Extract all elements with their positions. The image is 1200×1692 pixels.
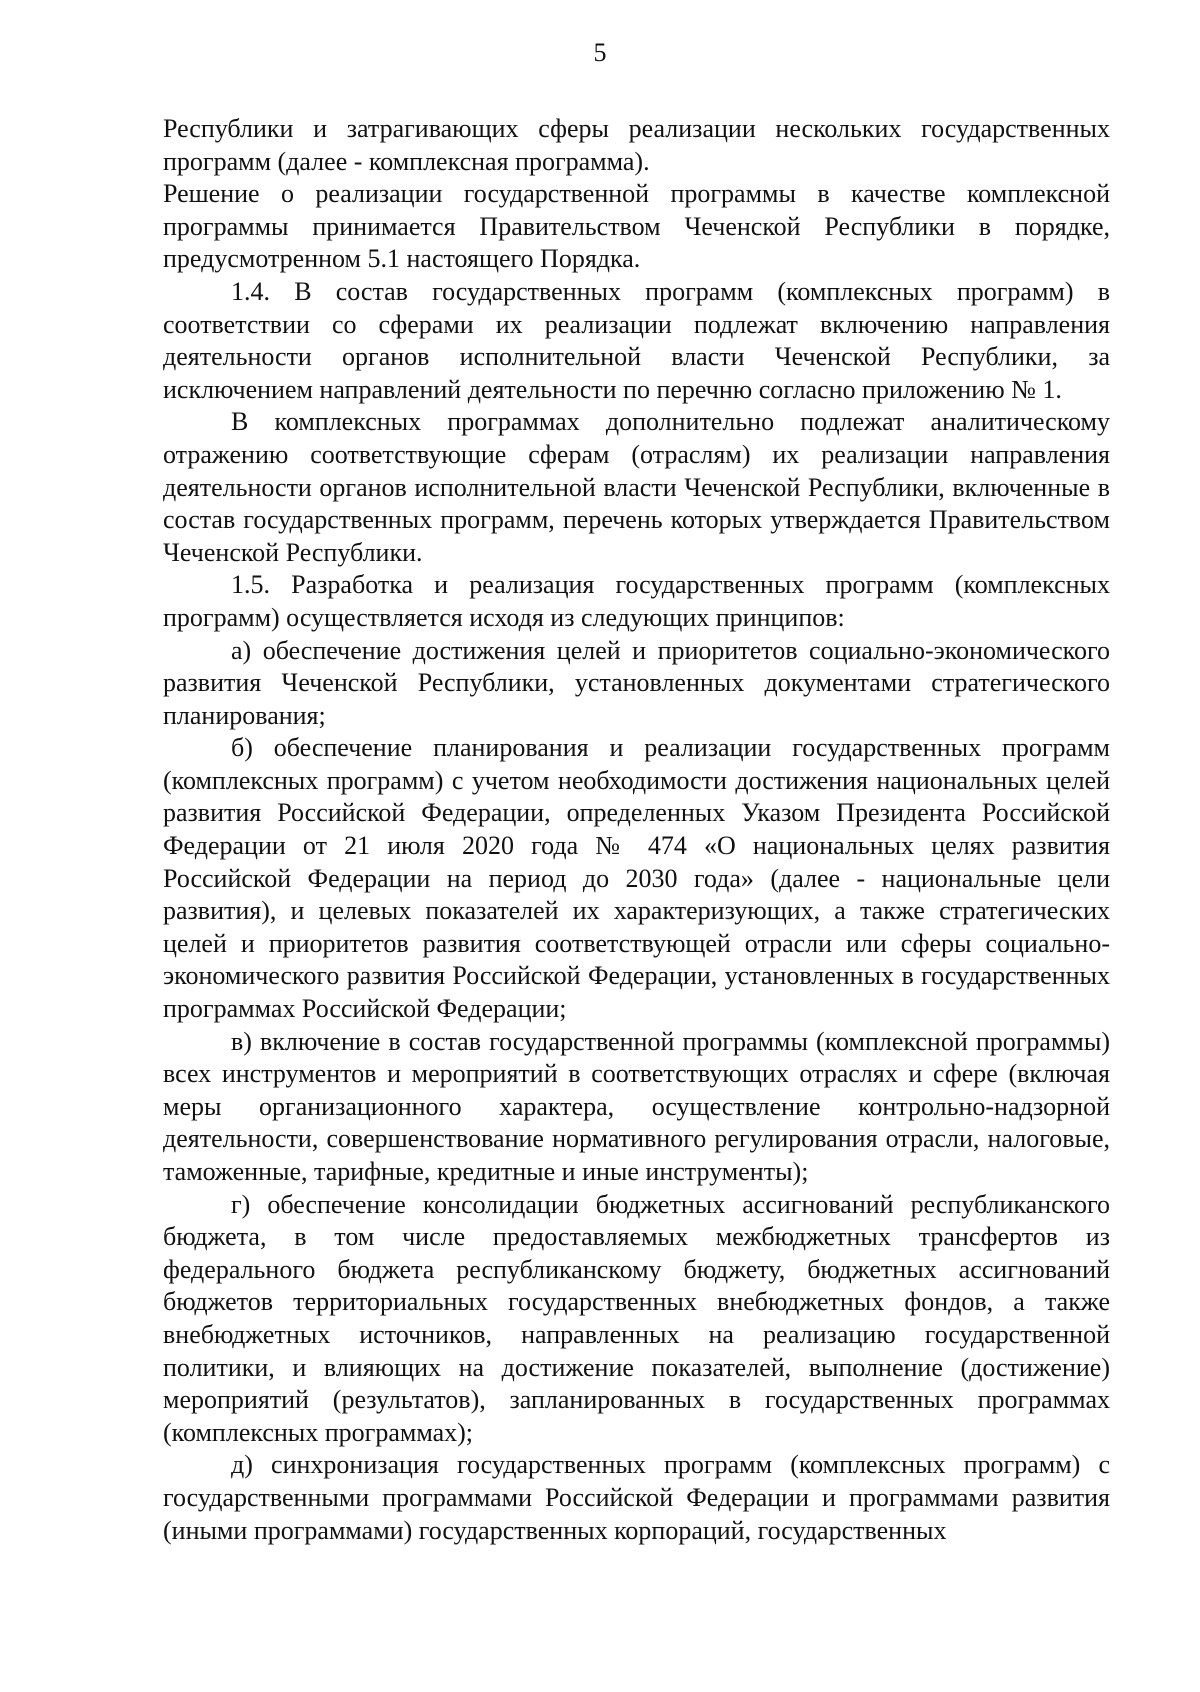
list-item-v: в) включение в состав государственной программы (комплексной программы) всех инструментов и мероприятий в соответствующих отраслях и сфере (включая меры организационного характера, осуществление контрольно-надзорной деятельности, совершенствование нормативного регулирования отрасли, налоговые, таможенные, тарифные, кредитные и иные инструменты); (163, 1026, 1110, 1186)
paragraph-complex-programs: В комплексных программах дополнительно подлежат аналитическому отражению соответствующие сферам (отраслям) их реализации направления деятельности органов исполнительной власти Чеченской Республики, включенные в состав государственных программ, перечень которых утверждается Правительством Чеченской Республики. (163, 407, 1110, 567)
document-body (163, 113, 1110, 1547)
paragraph-1-5: 1.5. Разработка и реализация государственных программ (комплексных программ) осуществляется исходя из следующих принципов: (163, 570, 1110, 632)
paragraph-continuation: Республики и затрагивающих сферы реализации нескольких государственных программ (далее - комплексная программа). (163, 114, 1110, 176)
list-item-b: б) обеспечение планирования и реализации государственных программ (комплексных программ) с учетом необходимости достижения национальных целей развития Российской Федерации, определенных Указом Президента Российской Федерации от 21 июля 2020 года № 474 «О национальных целях развития Российской Федерации на период до 2030 года» (далее - национальные цели развития), и целевых показателей их характеризующих, а также стратегических целей и приоритетов развития соответствующей отрасли или сферы социально-экономического развития Российской Федерации, установленных в государственных программах Российской Федерации; (163, 733, 1110, 1024)
page-number: 5 (593, 38, 607, 67)
list-item-g: г) обеспечение консолидации бюджетных ассигнований республиканского бюджета, в том числе предоставляемых межбюджетных трансфертов из федерального бюджета республиканскому бюджету, бюджетных ассигнований бюджетов территориальных государственных внебюджетных фондов, а также внебюджетных источников, направленных на реализацию государственной политики, и влияющих на достижение показателей, выполнение (достижение) мероприятий (результатов), запланированных в государственных программах (комплексных программах); (163, 1189, 1110, 1447)
list-item-d: д) синхронизация государственных программ (комплексных программ) с государственными программами Российской Федерации и программами развития (иными программами) государственных корпораций, государственных (163, 1450, 1110, 1545)
list-item-a: а) обеспечение достижения целей и приоритетов социально-экономического развития Чеченской Республики, установленных документами стратегического планирования; (163, 635, 1110, 730)
paragraph-decision: Решение о реализации государственной программы в качестве комплексной программы принимается Правительством Чеченской Республики в порядке, предусмотренном 5.1 настоящего Порядка. (163, 179, 1110, 274)
paragraph-1-4: 1.4. В состав государственных программ (комплексных программ) в соответствии со сферами их реализации подлежат включению направления деятельности органов исполнительной власти Чеченской Республики, за исключением направлений деятельности по перечню согласно приложению № 1. (163, 276, 1110, 404)
